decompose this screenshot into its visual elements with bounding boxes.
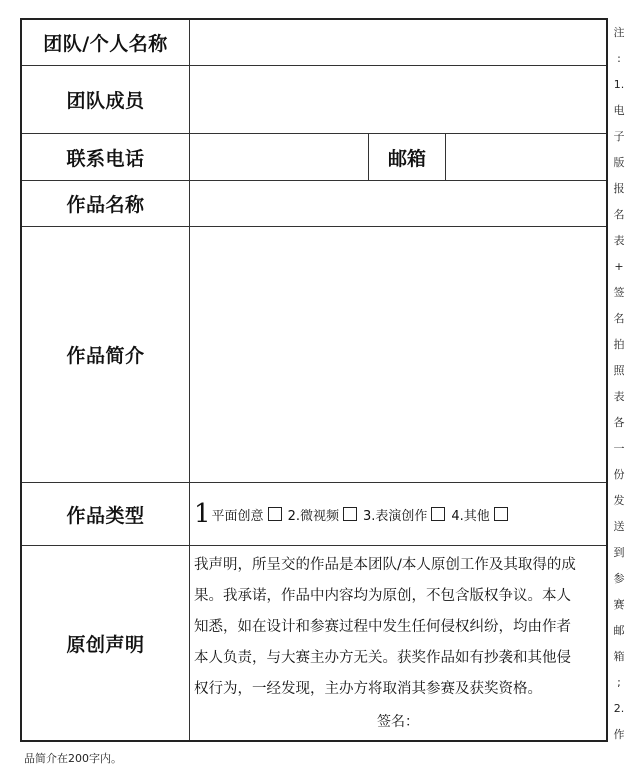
registration-form [20,18,608,742]
option-label: 3.表演创作 [362,508,428,524]
side-note-char: 份 [613,468,625,481]
checkbox[interactable] [343,507,357,521]
checkbox[interactable] [431,507,445,521]
row-contact [22,134,606,181]
row-work-name [22,181,606,227]
option-label: 4.其他 [451,508,490,524]
side-note-char: 送 [613,520,625,533]
signature-label: 签名： [377,714,419,730]
side-note-char: 版 [613,156,625,169]
declaration-line: 我声明，所呈交的作品是本团队/本人原创工作及其取得的成 [194,557,576,573]
category-options [194,483,606,545]
members-field[interactable] [190,66,606,133]
side-note-char: 各 [613,416,625,429]
row-members [22,66,606,134]
checkbox[interactable] [268,507,282,521]
declaration-line: 知悉，如在设计和参赛过程中发生任何侵权纠纷，均由作者 [194,619,571,635]
row-intro [22,227,606,483]
row-team-name [22,20,606,66]
side-note-char: 表 [613,234,625,247]
side-note-char: 作 [613,728,625,741]
side-note-char: 到 [613,546,625,559]
declaration-label: 原创声明 [22,546,190,740]
side-note-char: 照 [613,364,625,377]
side-note-char: 2. [613,702,625,715]
declaration-line: 权行为，一经发现，主办方将取消其参赛及获奖资格。 [194,681,542,697]
phone-label: 联系电话 [22,134,190,180]
side-note-char: 电 [613,104,625,117]
side-note-char: 签 [613,286,625,299]
side-note-char: 名 [613,312,625,325]
email-field[interactable] [446,134,606,180]
side-note-char: 报 [613,182,625,195]
side-note-char: 子 [613,130,625,143]
side-note-char: 赛 [613,598,625,611]
row-declaration [22,546,606,740]
side-note-char: 箱 [613,650,625,663]
option-label: 2.微视频 [287,508,339,524]
side-note-char: 发 [613,494,625,507]
side-note-char: 邮 [613,624,625,637]
phone-field[interactable] [190,134,368,180]
option-number: 1 [194,499,211,529]
email-label: 邮箱 [368,134,446,180]
category-label: 作品类型 [22,483,190,545]
declaration-text [194,550,604,705]
declaration-line: 本人负责，与大赛主办方无关。获奖作品如有抄袭和其他侵 [194,650,571,666]
side-notes [612,20,626,748]
checkbox[interactable] [494,507,508,521]
side-note-char: 参 [613,572,625,585]
members-label: 团队成员 [22,66,190,133]
side-note-char: 注 [613,26,625,39]
side-note-char: 1. [613,78,625,91]
team-name-field[interactable] [190,20,606,65]
side-note-char: ; [617,676,621,689]
option-label: 平面创意 [211,508,264,524]
declaration-line: 果。我承诺，作品中内容均为原创，不包含版权争议。本人 [194,588,571,604]
work-name-field[interactable] [190,181,606,226]
side-note-char: 名 [613,208,625,221]
row-category [22,483,606,546]
team-name-label: 团队/个人名称 [22,20,190,65]
work-name-label: 作品名称 [22,181,190,226]
side-note-char: 表 [613,390,625,403]
intro-field[interactable] [190,227,606,482]
side-note-char: + [614,260,624,273]
intro-label: 作品简介 [22,227,190,482]
side-note-char: 一 [613,442,625,455]
side-note-char: 拍 [613,338,625,351]
side-note-char: : [617,52,621,65]
footer-note: 品简介在200字内。 [24,752,122,765]
